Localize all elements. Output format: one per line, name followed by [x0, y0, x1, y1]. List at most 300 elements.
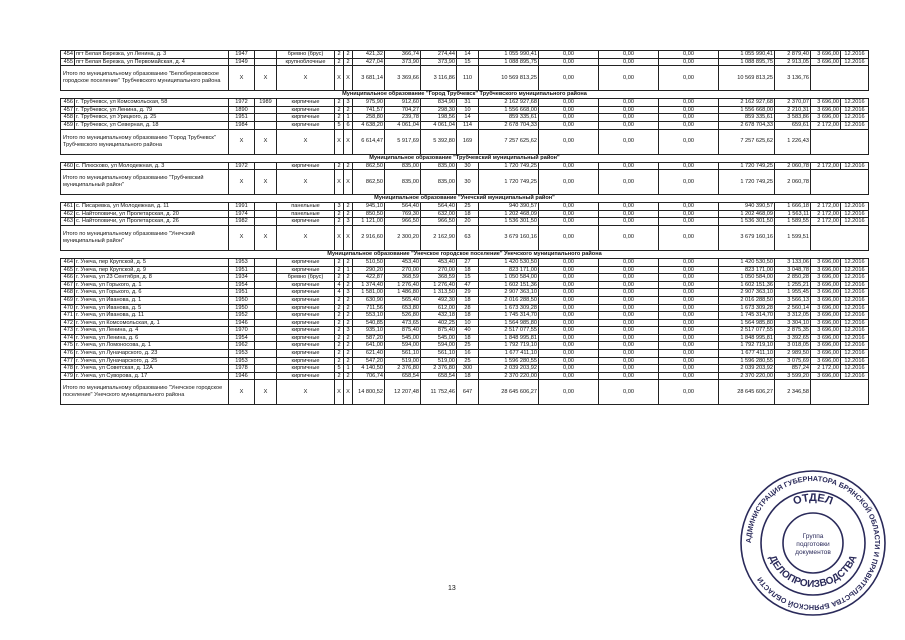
- cell-e: 2: [344, 162, 353, 170]
- cell-lim: 3 696,00: [811, 327, 841, 335]
- cell-f: 2: [335, 218, 344, 226]
- cell-mat: кирпичные: [277, 296, 335, 304]
- cell-y1: 1953: [229, 258, 255, 266]
- cell-y2: [255, 319, 277, 327]
- total-x2: X: [255, 66, 277, 91]
- cell-y2: [255, 274, 277, 282]
- total-row: [61, 380, 869, 405]
- total-x5: X: [344, 225, 353, 250]
- cell-z1: 0,00: [539, 106, 599, 114]
- cell-s2: 653,80: [385, 304, 421, 312]
- cell-s1: 741,57: [353, 106, 385, 114]
- cell-cost: 2 039 203,92: [479, 365, 539, 373]
- total-s3: 835,00: [421, 170, 457, 195]
- total-x1: X: [229, 66, 255, 91]
- cell-e: 2: [344, 51, 353, 59]
- cell-s1: 1 581,00: [353, 289, 385, 297]
- stamp-center-line: документов: [795, 549, 831, 556]
- cell-f: 2: [335, 327, 344, 335]
- cell-z2: 0,00: [599, 289, 659, 297]
- page-number: 13: [448, 585, 456, 592]
- cell-f: 2: [335, 51, 344, 59]
- table-row: [61, 350, 869, 358]
- cell-y1: 1953: [229, 357, 255, 365]
- cell-no: 471: [61, 312, 75, 320]
- table-row: [61, 58, 869, 66]
- cell-y1: 1970: [229, 327, 255, 335]
- cell-z3: 0,00: [659, 162, 719, 170]
- cell-spec: 2 989,50: [775, 350, 811, 358]
- cell-f: 2: [335, 296, 344, 304]
- cell-lim: 2 172,00: [811, 218, 841, 226]
- cell-y2: [255, 281, 277, 289]
- cell-s2: 366,74: [385, 51, 421, 59]
- section-title: Муниципальное образование "Трубчевский муниципальный район": [61, 154, 869, 162]
- cell-z1: 0,00: [539, 162, 599, 170]
- stamp-outer-text: АДМИНИСТРАЦИЯ ГУБЕРНАТОРА БРЯНСКОЙ ОБЛАСТИ И ПРАВИТЕЛЬСТВА БРЯНСКОЙ ОБЛАСТИ: [743, 473, 883, 613]
- cell-p: 25: [457, 203, 479, 211]
- total-p: 169: [457, 129, 479, 154]
- cell-addr: г. Унеча, ул Горького, д. 6: [75, 289, 229, 297]
- housing-registry-table: [60, 50, 869, 405]
- cell-cost: 1 720 749,25: [479, 162, 539, 170]
- cell-p: 14: [457, 51, 479, 59]
- table-row: [61, 365, 869, 373]
- cell-mat: кирпичные: [277, 372, 335, 380]
- cell-no: 475: [61, 342, 75, 350]
- table-row: [61, 106, 869, 114]
- cell-s2: 835,00: [385, 162, 421, 170]
- cell-y2: [255, 372, 277, 380]
- cell-date: 12.2016: [841, 258, 869, 266]
- cell-s3: 834,90: [421, 99, 457, 107]
- cell-s3: 274,44: [421, 51, 457, 59]
- total-z3: 0,00: [659, 129, 719, 154]
- cell-z1: 0,00: [539, 114, 599, 122]
- cell-z1: 0,00: [539, 121, 599, 129]
- cell-s3: 402,25: [421, 319, 457, 327]
- cell-cost: 823 171,00: [479, 266, 539, 274]
- total-z3: 0,00: [659, 225, 719, 250]
- cell-s3: 198,56: [421, 114, 457, 122]
- cell-cost: 1 420 530,50: [479, 258, 539, 266]
- cell-z1: 0,00: [539, 58, 599, 66]
- cell-lim: 3 696,00: [811, 296, 841, 304]
- cell-addr: г. Унеча, ул Ленина, д. 4: [75, 327, 229, 335]
- cell-z3: 0,00: [659, 327, 719, 335]
- cell-s1: 706,74: [353, 372, 385, 380]
- cell-y2: 1989: [255, 99, 277, 107]
- cell-z3: 0,00: [659, 114, 719, 122]
- cell-s2: 373,90: [385, 58, 421, 66]
- cell-y2: [255, 203, 277, 211]
- cell-y1: 1972: [229, 99, 255, 107]
- stamp-top-word: ОТДЕЛ: [791, 491, 835, 508]
- cell-s1: 510,50: [353, 258, 385, 266]
- table-row: [61, 281, 869, 289]
- cell-z2: 0,00: [599, 357, 659, 365]
- cell-spec: 1 563,11: [775, 210, 811, 218]
- cell-y2: [255, 350, 277, 358]
- cell-addr: г. Унеча, пер Крупской, д. 9: [75, 266, 229, 274]
- total-spec: 2 346,58: [775, 380, 811, 405]
- cell-z3: 0,00: [659, 296, 719, 304]
- cell-no: 476: [61, 350, 75, 358]
- cell-z1: 0,00: [539, 312, 599, 320]
- cell-lim: 3 696,00: [811, 304, 841, 312]
- cell-tot: 2 678 704,33: [719, 121, 775, 129]
- stamp-ring-word: ДЕЛОПРОИЗВОДСТВА: [766, 553, 860, 591]
- cell-e: 2: [344, 342, 353, 350]
- cell-lim: 3 696,00: [811, 99, 841, 107]
- cell-tot: 1 556 668,00: [719, 106, 775, 114]
- table-row: [61, 372, 869, 380]
- cell-s3: 432,18: [421, 312, 457, 320]
- cell-no: 479: [61, 372, 75, 380]
- cell-s2: 561,10: [385, 350, 421, 358]
- cell-mat: кирпичные: [277, 350, 335, 358]
- section-header-row: [61, 250, 869, 258]
- cell-p: 10: [457, 106, 479, 114]
- cell-s3: 519,00: [421, 357, 457, 365]
- cell-addr: пгт Белая Березка, ул Первомайская, д. 4: [75, 58, 229, 66]
- cell-p: 27: [457, 258, 479, 266]
- total-x1: X: [229, 129, 255, 154]
- total-s2: 3 369,66: [385, 66, 421, 91]
- total-spec: 1 599,51: [775, 225, 811, 250]
- cell-s1: 1 121,00: [353, 218, 385, 226]
- cell-mat: бревно (брус): [277, 51, 335, 59]
- total-x3: X: [277, 380, 335, 405]
- total-x2: X: [255, 225, 277, 250]
- cell-y2: [255, 266, 277, 274]
- cell-z3: 0,00: [659, 266, 719, 274]
- cell-s3: 492,30: [421, 296, 457, 304]
- cell-addr: г. Трубчевск, ул Комсомольская, 58: [75, 99, 229, 107]
- cell-s2: 1 486,80: [385, 289, 421, 297]
- cell-lim: 3 696,00: [811, 289, 841, 297]
- cell-y1: 1934: [229, 274, 255, 282]
- cell-date: 12.2016: [841, 114, 869, 122]
- cell-spec: 2 875,35: [775, 327, 811, 335]
- cell-z2: 0,00: [599, 365, 659, 373]
- section-title: Муниципальное образование "Унечское городское поселение" Унечского муниципального района: [61, 250, 869, 258]
- total-x4: X: [335, 170, 344, 195]
- cell-f: 2: [335, 312, 344, 320]
- table-row: [61, 121, 869, 129]
- cell-z2: 0,00: [599, 334, 659, 342]
- total-z1: 0,00: [539, 170, 599, 195]
- cell-mat: кирпичные: [277, 365, 335, 373]
- cell-date: 12.2016: [841, 266, 869, 274]
- cell-y2: [255, 58, 277, 66]
- cell-s2: 526,80: [385, 312, 421, 320]
- cell-date: 12.2016: [841, 218, 869, 226]
- cell-spec: 3 392,65: [775, 334, 811, 342]
- cell-z1: 0,00: [539, 281, 599, 289]
- cell-s1: 975,90: [353, 99, 385, 107]
- cell-s3: 835,00: [421, 162, 457, 170]
- table-row: [61, 218, 869, 226]
- cell-s1: 1 374,40: [353, 281, 385, 289]
- cell-date: 12.2016: [841, 327, 869, 335]
- total-tot: 3 679 160,16: [719, 225, 775, 250]
- cell-spec: 3 312,05: [775, 312, 811, 320]
- cell-s3: 2 376,80: [421, 365, 457, 373]
- cell-s1: 621,40: [353, 350, 385, 358]
- cell-spec: 3 018,05: [775, 342, 811, 350]
- cell-spec: 1 666,18: [775, 203, 811, 211]
- cell-y2: [255, 342, 277, 350]
- cell-no: 457: [61, 106, 75, 114]
- cell-no: 458: [61, 114, 75, 122]
- cell-tot: 1 055 990,41: [719, 51, 775, 59]
- stamp-center-line: подготовки: [796, 541, 830, 548]
- cell-tot: 2 517 077,55: [719, 327, 775, 335]
- cell-z3: 0,00: [659, 58, 719, 66]
- cell-date: 12.2016: [841, 350, 869, 358]
- cell-lim: 2 172,00: [811, 365, 841, 373]
- total-s2: 12 207,48: [385, 380, 421, 405]
- cell-tot: 1 602 151,36: [719, 281, 775, 289]
- total-x3: X: [277, 66, 335, 91]
- cell-y1: 1952: [229, 312, 255, 320]
- cell-mat: кирпичные: [277, 258, 335, 266]
- table-row: [61, 266, 869, 274]
- cell-e: 1: [344, 365, 353, 373]
- cell-addr: г. Унеча, ул Луначарского, д. 23: [75, 350, 229, 358]
- cell-s2: 368,59: [385, 274, 421, 282]
- total-tot: 10 569 813,25: [719, 66, 775, 91]
- cell-cost: 1 536 301,50: [479, 218, 539, 226]
- cell-p: 25: [457, 357, 479, 365]
- cell-s1: 630,90: [353, 296, 385, 304]
- cell-mat: кирпичные: [277, 304, 335, 312]
- cell-e: 1: [344, 266, 353, 274]
- cell-mat: кирпичные: [277, 106, 335, 114]
- cell-addr: г. Унеча, ул Советская, д. 12А: [75, 365, 229, 373]
- total-s3: 11 752,46: [421, 380, 457, 405]
- total-z1: 0,00: [539, 66, 599, 91]
- cell-e: 2: [344, 357, 353, 365]
- cell-p: 18: [457, 210, 479, 218]
- cell-cost: 1 673 309,28: [479, 304, 539, 312]
- cell-p: 25: [457, 342, 479, 350]
- cell-p: 18: [457, 372, 479, 380]
- cell-f: 2: [335, 274, 344, 282]
- cell-tot: 940 390,57: [719, 203, 775, 211]
- cell-e: 2: [344, 258, 353, 266]
- cell-addr: г. Унеча, ул Комсомольская, д. 1: [75, 319, 229, 327]
- total-z1: 0,00: [539, 225, 599, 250]
- total-x4: X: [335, 380, 344, 405]
- cell-tot: 823 171,00: [719, 266, 775, 274]
- cell-s3: 612,00: [421, 304, 457, 312]
- cell-tot: 1 202 468,09: [719, 210, 775, 218]
- total-p: 110: [457, 66, 479, 91]
- total-spec: 3 136,76: [775, 66, 811, 91]
- cell-z3: 0,00: [659, 289, 719, 297]
- cell-p: 114: [457, 121, 479, 129]
- cell-mat: кирпичные: [277, 289, 335, 297]
- cell-y1: 1954: [229, 334, 255, 342]
- cell-no: 456: [61, 99, 75, 107]
- cell-s1: 553,10: [353, 312, 385, 320]
- section-title: Муниципальное образование "Унечский муниципальный район": [61, 195, 869, 203]
- cell-date: 12.2016: [841, 51, 869, 59]
- table-row: [61, 312, 869, 320]
- table-row: [61, 210, 869, 218]
- cell-tot: 1 720 749,25: [719, 162, 775, 170]
- cell-z3: 0,00: [659, 99, 719, 107]
- cell-addr: г. Унеча, ул Луначарского, д. 25: [75, 357, 229, 365]
- cell-s2: 658,54: [385, 372, 421, 380]
- cell-z3: 0,00: [659, 274, 719, 282]
- cell-p: 18: [457, 312, 479, 320]
- table-row: [61, 51, 869, 59]
- cell-z3: 0,00: [659, 304, 719, 312]
- cell-y2: [255, 296, 277, 304]
- cell-s1: 711,56: [353, 304, 385, 312]
- total-z2: 0,00: [599, 225, 659, 250]
- total-x5: X: [344, 129, 353, 154]
- cell-spec: 3 133,06: [775, 258, 811, 266]
- cell-z1: 0,00: [539, 218, 599, 226]
- cell-z2: 0,00: [599, 266, 659, 274]
- cell-s1: 587,20: [353, 334, 385, 342]
- total-s3: 5 392,80: [421, 129, 457, 154]
- cell-s2: 4 061,04: [385, 121, 421, 129]
- total-s1: 2 916,60: [353, 225, 385, 250]
- cell-s1: 540,85: [353, 319, 385, 327]
- cell-s1: 862,50: [353, 162, 385, 170]
- cell-no: 460: [61, 162, 75, 170]
- total-row: [61, 129, 869, 154]
- cell-s3: 658,54: [421, 372, 457, 380]
- total-spec: 1 226,43: [775, 129, 811, 154]
- cell-z2: 0,00: [599, 162, 659, 170]
- cell-cost: 859 335,61: [479, 114, 539, 122]
- cell-mat: кирпичные: [277, 342, 335, 350]
- cell-lim: 3 696,00: [811, 106, 841, 114]
- total-row: [61, 66, 869, 91]
- cell-z3: 0,00: [659, 203, 719, 211]
- cell-spec: 2 879,40: [775, 51, 811, 59]
- cell-z1: 0,00: [539, 372, 599, 380]
- table-row: [61, 114, 869, 122]
- cell-z2: 0,00: [599, 342, 659, 350]
- cell-p: 10: [457, 319, 479, 327]
- total-row: [61, 225, 869, 250]
- cell-f: 5: [335, 121, 344, 129]
- cell-s2: 769,30: [385, 210, 421, 218]
- cell-z2: 0,00: [599, 106, 659, 114]
- cell-mat: панельные: [277, 203, 335, 211]
- cell-date: 12.2016: [841, 357, 869, 365]
- table-row: [61, 274, 869, 282]
- cell-y1: 1949: [229, 58, 255, 66]
- cell-e: 3: [344, 218, 353, 226]
- cell-y2: [255, 218, 277, 226]
- cell-s2: 519,00: [385, 357, 421, 365]
- cell-spec: 1 955,45: [775, 289, 811, 297]
- total-s3: 2 162,90: [421, 225, 457, 250]
- empty-cell: [811, 380, 869, 405]
- cell-mat: кирпичные: [277, 266, 335, 274]
- cell-e: 2: [344, 312, 353, 320]
- table-row: [61, 327, 869, 335]
- section-title: Муниципальное образование "Город Трубчевск" Трубчевского муниципального района: [61, 91, 869, 99]
- cell-addr: г. Унеча, ул Иванова, д. 5: [75, 304, 229, 312]
- cell-e: 2: [344, 372, 353, 380]
- cell-mat: кирпичные: [277, 162, 335, 170]
- cell-z2: 0,00: [599, 210, 659, 218]
- cell-z2: 0,00: [599, 58, 659, 66]
- cell-addr: г. Унеча, ул Ленина, д. 6: [75, 334, 229, 342]
- cell-s2: 594,00: [385, 342, 421, 350]
- cell-z3: 0,00: [659, 106, 719, 114]
- cell-mat: кирпичные: [277, 312, 335, 320]
- cell-s2: 473,65: [385, 319, 421, 327]
- cell-lim: 3 696,00: [811, 58, 841, 66]
- cell-cost: 1 202 468,09: [479, 210, 539, 218]
- cell-z1: 0,00: [539, 203, 599, 211]
- cell-addr: г. Трубчевск, ул Урицкого, д. 25: [75, 114, 229, 122]
- total-z3: 0,00: [659, 380, 719, 405]
- cell-addr: г. Унеча, ул Суворова, д. 17: [75, 372, 229, 380]
- cell-no: 463: [61, 218, 75, 226]
- total-z2: 0,00: [599, 66, 659, 91]
- cell-date: 12.2016: [841, 312, 869, 320]
- cell-date: 12.2016: [841, 58, 869, 66]
- cell-tot: 2 162 927,68: [719, 99, 775, 107]
- cell-p: 14: [457, 114, 479, 122]
- cell-e: 3: [344, 99, 353, 107]
- cell-z2: 0,00: [599, 114, 659, 122]
- cell-spec: 3 304,10: [775, 319, 811, 327]
- cell-mat: кирпичные: [277, 319, 335, 327]
- cell-lim: 3 696,00: [811, 319, 841, 327]
- cell-s1: 945,10: [353, 203, 385, 211]
- cell-date: 12.2016: [841, 281, 869, 289]
- cell-mat: кирпичные: [277, 114, 335, 122]
- cell-y2: [255, 162, 277, 170]
- empty-cell: [811, 66, 869, 91]
- section-header-row: [61, 154, 869, 162]
- cell-tot: 1 564 985,80: [719, 319, 775, 327]
- cell-z2: 0,00: [599, 274, 659, 282]
- total-z3: 0,00: [659, 170, 719, 195]
- total-label: Итого по муниципальному образованию "Трубчевский муниципальный район": [61, 170, 229, 195]
- cell-e: 2: [344, 296, 353, 304]
- cell-s2: 453,40: [385, 258, 421, 266]
- cell-s3: 368,59: [421, 274, 457, 282]
- table-row: [61, 342, 869, 350]
- cell-date: 12.2016: [841, 365, 869, 373]
- cell-s3: 594,00: [421, 342, 457, 350]
- total-x1: X: [229, 225, 255, 250]
- table-body: [61, 51, 869, 405]
- cell-cost: 1 088 895,75: [479, 58, 539, 66]
- cell-p: 300: [457, 365, 479, 373]
- cell-z1: 0,00: [539, 304, 599, 312]
- cell-y2: [255, 327, 277, 335]
- cell-z1: 0,00: [539, 289, 599, 297]
- cell-f: 3: [335, 203, 344, 211]
- total-s2: 835,00: [385, 170, 421, 195]
- cell-z1: 0,00: [539, 334, 599, 342]
- total-x1: X: [229, 380, 255, 405]
